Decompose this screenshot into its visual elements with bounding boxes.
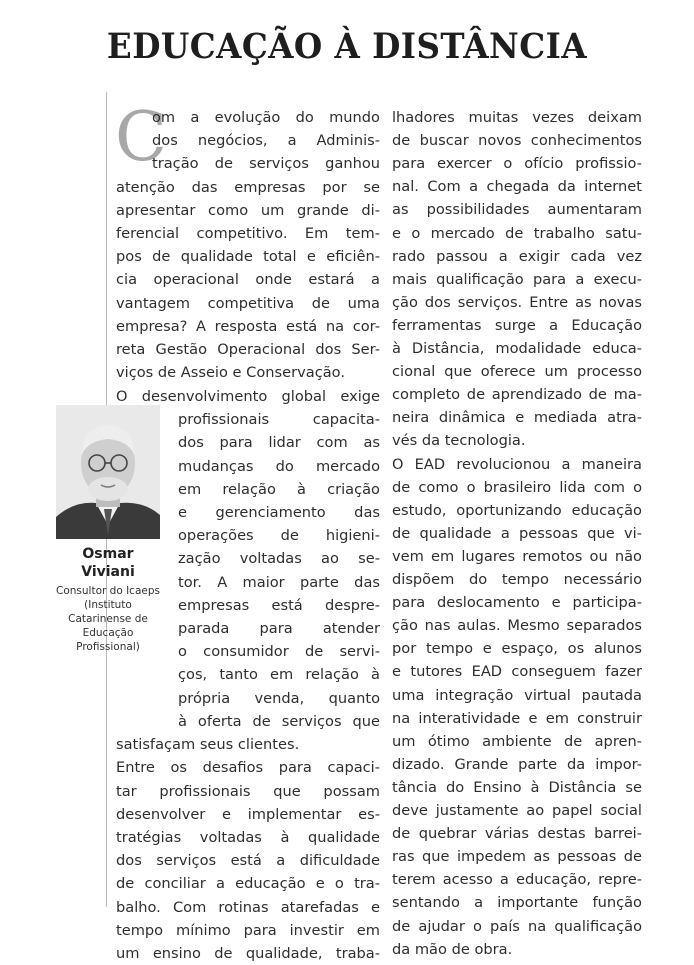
column-2-line: completo de aprendizado de ma- bbox=[392, 386, 642, 403]
column-2-line: as possibilidades aumentaram bbox=[392, 201, 642, 218]
column-2-line: dizado. Grande parte da impor- bbox=[392, 756, 642, 773]
column-1-line: empresas está despre- bbox=[178, 597, 380, 614]
column-1-line: tração de serviços ganhou bbox=[152, 155, 380, 172]
column-2-line: para exercer o ofício profissio- bbox=[392, 155, 642, 172]
column-1-line: um ensino de qualidade, traba- bbox=[116, 945, 380, 962]
column-2-line: dispõem do tempo necessário bbox=[392, 571, 642, 588]
column-1-line: atenção das empresas por se bbox=[116, 179, 380, 196]
author-role: Consultor do Icaeps (Instituto Catarinense de Educação Profissional) bbox=[56, 585, 160, 653]
column-2-line: de quebrar várias destas barrei- bbox=[392, 825, 642, 842]
column-1-line: tempo mínimo para investir em bbox=[116, 922, 380, 939]
column-2-line: por tempo e espaço, os alunos bbox=[392, 640, 642, 657]
column-2-line: um ótimo ambiente de apren- bbox=[392, 733, 642, 750]
column-2-line: mais qualificação para a execu- bbox=[392, 271, 642, 288]
column-1-line: tor. A maior parte das bbox=[178, 574, 380, 591]
column-2-line: O EAD revolucionou a maneira bbox=[392, 456, 642, 473]
column-1-line: à oferta de serviços que bbox=[178, 713, 380, 730]
column-2-line: rado passou a exigir cada vez bbox=[392, 248, 642, 265]
author-photo bbox=[56, 405, 160, 539]
column-2-line: ferramentas surge a Educação bbox=[392, 317, 642, 334]
column-2-line: de qualidade a pessoas que vi- bbox=[392, 525, 642, 542]
column-2-line: sentando a importante função bbox=[392, 894, 642, 911]
column-2-line: para deslocamento e participa- bbox=[392, 594, 642, 611]
column-2-line: neira dinâmica e mediada atra- bbox=[392, 409, 642, 426]
column-1-line: O desenvolvimento global exige bbox=[116, 388, 380, 405]
column-2-line: ção nas aulas. Mesmo separados bbox=[392, 617, 642, 634]
column-2-line: lhadores muitas vezes deixam bbox=[392, 109, 642, 126]
column-1-line: mudanças do mercado bbox=[178, 458, 380, 475]
column-1-line: zação voltadas ao se- bbox=[178, 550, 380, 567]
column-2-line: tância do Ensino à Distância se bbox=[392, 779, 642, 796]
column-2-line: terem acesso a educação, repre- bbox=[392, 871, 642, 888]
column-1-line: dos serviços está a dificuldade bbox=[116, 852, 380, 869]
column-1-line: operações de higieni- bbox=[178, 527, 380, 544]
column-1-line: cia operacional onde estará a bbox=[116, 271, 380, 288]
column-1-line: de conciliar a educação e o tra- bbox=[116, 875, 380, 892]
column-1-line: o consumidor de servi- bbox=[178, 643, 380, 660]
column-2-line: ras que impedem as pessoas de bbox=[392, 848, 642, 865]
author-name bbox=[56, 545, 160, 581]
column-2-line: nal. Com a chegada da internet bbox=[392, 178, 642, 195]
column-1-line: reta Gestão Operacional dos Ser- bbox=[116, 341, 380, 358]
column-2-line: e tutores EAD conseguem fazer bbox=[392, 663, 642, 680]
column-1-line: vantagem competitiva de uma bbox=[116, 295, 380, 312]
column-1-line: empresa? A resposta está na cor- bbox=[116, 318, 380, 335]
author-first-name: Osmar bbox=[82, 546, 134, 562]
column-2-line: de buscar novos conhecimentos bbox=[392, 132, 642, 149]
column-1-line: satisfaçam seus clientes. bbox=[116, 736, 300, 753]
column-2-line: deve justamente ao papel social bbox=[392, 802, 642, 819]
column-2-line: uma integração virtual pautada bbox=[392, 687, 642, 704]
column-1-line: tratégias voltadas à qualidade bbox=[116, 829, 380, 846]
column-2-line: estudo, oportunizando educação bbox=[392, 502, 642, 519]
column-1-line: om a evolução do mundo bbox=[152, 109, 380, 126]
author-last-name: Viviani bbox=[81, 564, 135, 580]
column-1-line: tar profissionais que possam bbox=[116, 783, 380, 800]
column-1-line: e gerenciamento das bbox=[178, 504, 380, 521]
column-1-line: desenvolver e implementar es- bbox=[116, 806, 380, 823]
column-2-line: e o mercado de trabalho satu- bbox=[392, 225, 642, 242]
column-1-line: ferencial competitivo. Em tem- bbox=[116, 225, 380, 242]
column-2-line: à Distância, modalidade educa- bbox=[392, 340, 642, 357]
column-2-line: cional que oferece um processo bbox=[392, 363, 642, 380]
column-1-line: própria venda, quanto bbox=[178, 690, 380, 707]
column-2-line: de como o brasileiro lida com o bbox=[392, 479, 642, 496]
column-2-line: ção dos serviços. Entre as novas bbox=[392, 294, 642, 311]
column-2-line: da mão de obra. bbox=[392, 941, 513, 958]
column-1-line: em relação à criação bbox=[178, 481, 380, 498]
column-1-line: ços, tanto em relação à bbox=[178, 666, 380, 683]
column-1-line: dos para lidar com as bbox=[178, 434, 380, 451]
column-2-line: vem em lugares remotos ou não bbox=[392, 548, 642, 565]
column-2-line: na interatividade e em construir bbox=[392, 710, 642, 727]
column-1-line: profissionais capacita- bbox=[178, 411, 380, 428]
column-2-line: vés da tecnologia. bbox=[392, 432, 526, 449]
column-2-line: de ajudar o país na qualificação bbox=[392, 918, 642, 935]
column-1-line: pos de qualidade total e eficiên- bbox=[116, 248, 380, 265]
article-title: EDUCAÇÃO À DISTÂNCIA bbox=[106, 26, 588, 67]
column-1-line: balho. Com rotinas atarefadas e bbox=[116, 899, 380, 916]
column-1-line: parada para atender bbox=[178, 620, 380, 637]
drop-cap: C bbox=[115, 98, 168, 177]
column-1-line: apresentar como um grande di- bbox=[116, 202, 380, 219]
column-1-line: dos negócios, a Adminis- bbox=[152, 132, 380, 149]
column-1-line: Entre os desafios para capaci- bbox=[116, 759, 380, 776]
column-1-line: viços de Asseio e Conservação. bbox=[116, 364, 345, 381]
